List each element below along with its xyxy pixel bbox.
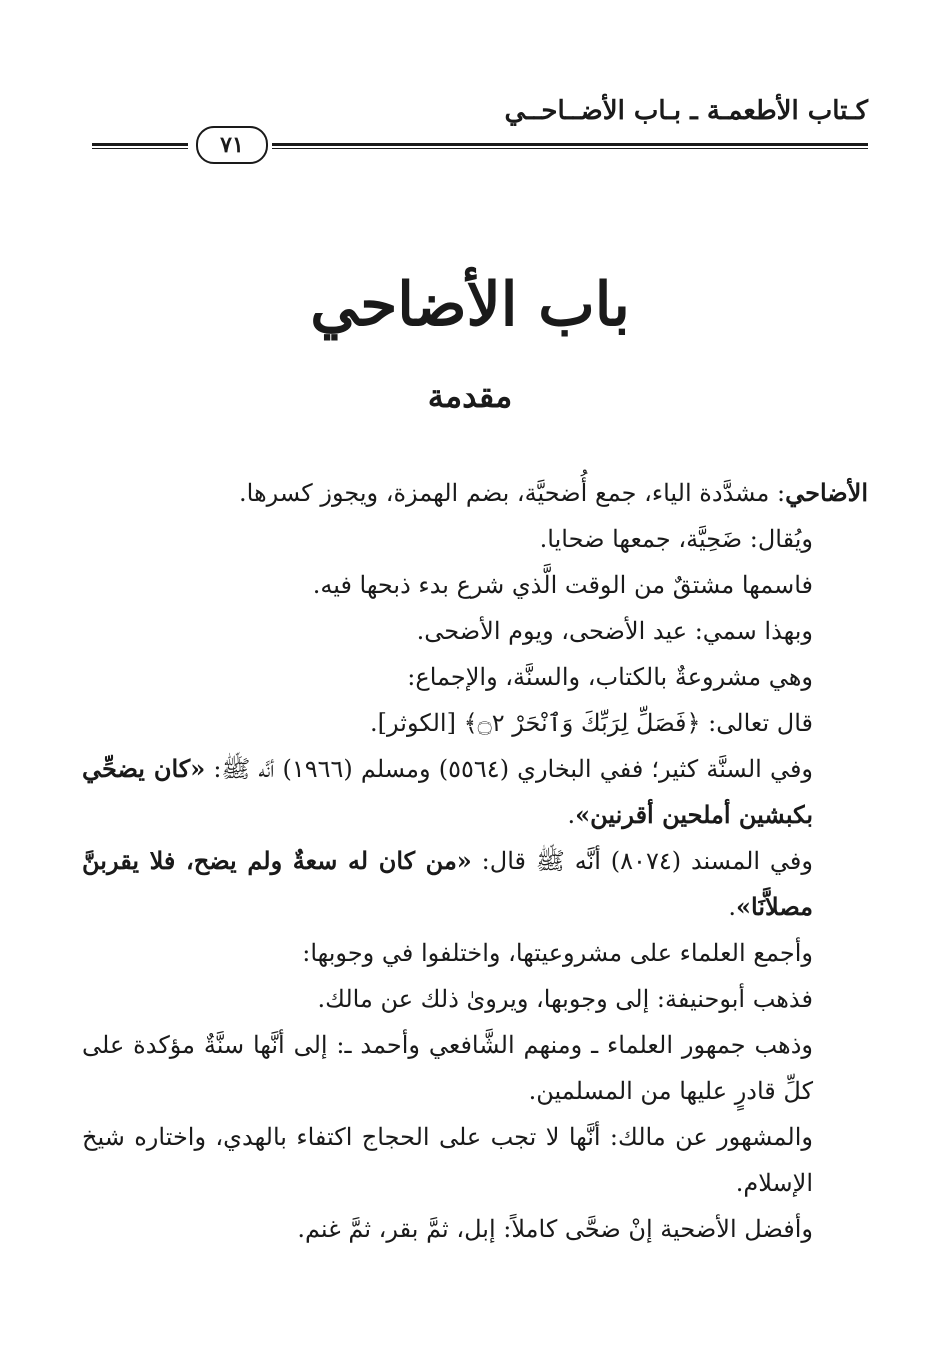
paragraph-1 — [82, 470, 868, 516]
paragraph-2: ويُقال: ضَحِيَّة، جمعها ضحايا. — [539, 525, 813, 553]
verse-intro: قال تعالى: ﴿ — [686, 709, 813, 737]
quran-verse: فَصَلِّ لِرَبِّكَ وَٱنْحَرْ ۝٢ — [477, 709, 687, 737]
paragraph-7 — [82, 746, 868, 838]
paragraph-13: وأفضل الأضحية إنْ ضحَّى كاملاً: إبل، ثمَّ بقر، ثمَّ غنم. — [297, 1215, 813, 1243]
chapter-title: باب الأضاحي — [310, 270, 630, 340]
section-title: مقدمة — [427, 377, 513, 415]
paragraph-3: فاسمها مشتقٌ من الوقت الَّذي شرع بدء ذبحها فيه. — [312, 571, 813, 599]
hadith-source: وفي السنَّة كثير؛ ففي البخاري (٥٥٦٤) ومسلم (١٩٦٦) أنَّه ﷺ: — [213, 755, 814, 783]
paragraph-4: وبهذا سمي: عيد الأضحى، ويوم الأضحى. — [416, 617, 813, 645]
defined-term: الأضاحي — [785, 478, 868, 507]
paragraph-11: وذهب جمهور العلماء ـ ومنهم الشَّافعي وأحمد ـ: إلى أنَّها سنَّةٌ مؤكدة على كلِّ قادرٍ عليها من المسلمين. — [82, 1031, 813, 1105]
body-text — [82, 470, 868, 1252]
running-header: كـتاب الأطعمـة ـ بـاب الأضــاحــي — [504, 96, 868, 126]
header-rule-left — [92, 143, 188, 149]
hadith-quote: «كان يضحِّي بكبشين أملحين أقرنين» — [82, 754, 813, 829]
verse-reference: ﴾ [الكوثر]. — [370, 709, 478, 737]
paragraph-8 — [82, 838, 868, 930]
hadith-quote: «من كان له سعةٌ ولم يضح، فلا يقربنَّ مصلاَّنَا» — [82, 846, 813, 921]
paragraph-7-end: . — [567, 801, 576, 829]
paragraph-8-end: . — [728, 893, 737, 921]
paragraph-10: فذهب أبوحنيفة: إلى وجوبها، ويروىٰ ذلك عن مالك. — [317, 985, 813, 1013]
header-rule-right — [272, 143, 868, 149]
paragraph-6 — [82, 700, 868, 746]
paragraph-1-text: : مشدَّدة الياء، جمع أُضحيَّة، بضم الهمزة، ويجوز كسرها. — [239, 479, 786, 507]
paragraph-9: وأجمع العلماء على مشروعيتها، واختلفوا في وجوبها: — [302, 939, 813, 967]
page-number: ٧١ — [196, 126, 268, 164]
paragraph-5: وهي مشروعةٌ بالكتاب، والسنَّة، والإجماع: — [407, 663, 813, 691]
hadith-source: وفي المسند (٨٠٧٤) أنَّه ﷺ قال: — [481, 847, 813, 875]
paragraph-12: والمشهور عن مالك: أنَّها لا تجب على الحجاج اكتفاء بالهدي، واختاره شيخ الإسلام. — [82, 1123, 813, 1197]
